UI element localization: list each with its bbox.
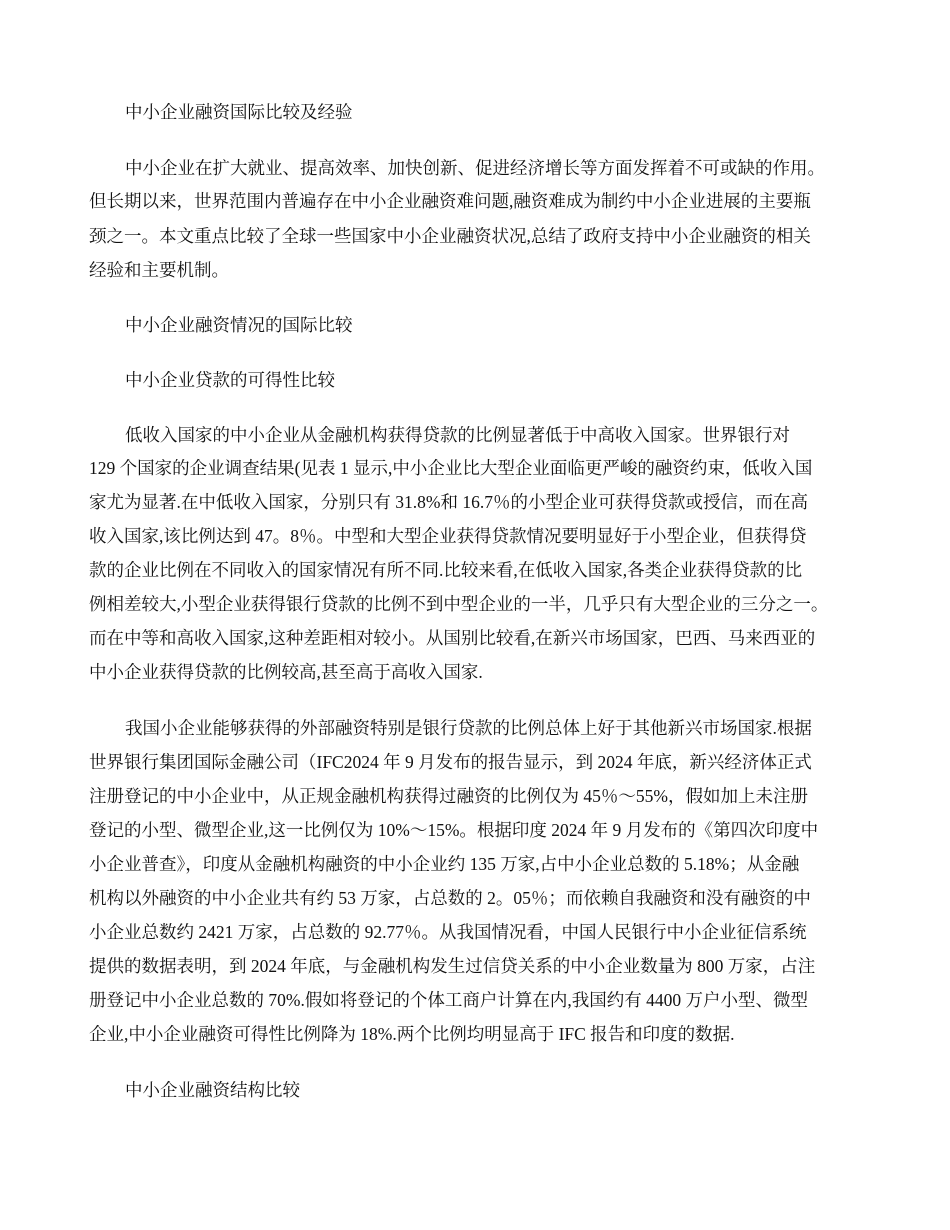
body-paragraph-line: 提供的数据表明，到 2024 年底，与金融机构发生过信贷关系的中小企业数量为 800 万家，占注 bbox=[89, 956, 816, 976]
body-paragraph-line: 中小企业获得贷款的比例较高,甚至高于高收入国家. bbox=[89, 662, 483, 682]
body-paragraph-line: 注册登记的中小企业中，从正规金融机构获得过融资的比例仅为 45％～55%，假如加上未注册 bbox=[89, 786, 808, 806]
document-title: 中小企业融资国际比较及经验 bbox=[125, 102, 353, 122]
subsection-heading: 中小企业贷款的可得性比较 bbox=[125, 370, 335, 390]
body-paragraph-line: 款的企业比例在不同收入的国家情况有所不同.比较来看,在低收入国家,各类企业获得贷款的比 bbox=[89, 560, 803, 580]
body-paragraph-line: 例相差较大,小型企业获得银行贷款的比例不到中型企业的一半，几乎只有大型企业的三分之一。 bbox=[89, 594, 829, 614]
body-paragraph-line: 登记的小型、微型企业,这一比例仅为 10%～15%。根据印度 2024 年 9 月发布的《第四次印度中 bbox=[89, 820, 819, 840]
body-paragraph-line: 而在中等和高收入国家,这种差距相对较小。从国别比较看,在新兴市场国家，巴西、马来西亚的 bbox=[89, 628, 816, 648]
body-paragraph-line: 低收入国家的中小企业从金融机构获得贷款的比例显著低于中高收入国家。世界银行对 bbox=[125, 425, 790, 445]
body-paragraph-line: 企业,中小企业融资可得性比例降为 18%.两个比例均明显高于 IFC 报告和印度的数据. bbox=[89, 1024, 735, 1044]
intro-paragraph-line: 颈之一。本文重点比较了全球一些国家中小企业融资状况,总结了政府支持中小企业融资的相关 bbox=[89, 226, 811, 246]
intro-paragraph-line: 中小企业在扩大就业、提高效率、加快创新、促进经济增长等方面发挥着不可或缺的作用。 bbox=[125, 158, 825, 178]
intro-paragraph-line: 但长期以来，世界范围内普遍存在中小企业融资难问题,融资难成为制约中小企业进展的主要瓶 bbox=[89, 191, 811, 211]
body-paragraph-line: 小企业总数约 2421 万家，占总数的 92.77％。从我国情况看，中国人民银行中小企业征信系统 bbox=[89, 922, 807, 942]
body-paragraph-line: 世界银行集团国际金融公司（IFC2024 年 9 月发布的报告显示，到 2024 年底，新兴经济体正式 bbox=[89, 752, 812, 772]
body-paragraph-line: 册登记中小企业总数的 70%.假如将登记的个体工商户计算在内,我国约有 4400 万户小型、微型 bbox=[89, 990, 808, 1010]
body-paragraph-line: 机构以外融资的中小企业共有约 53 万家，占总数的 2。05％；而依赖自我融资和没有融资的中 bbox=[89, 888, 811, 908]
body-paragraph-line: 129 个国家的企业调查结果(见表 1 显示,中小企业比大型企业面临更严峻的融资约束，低收入国 bbox=[89, 458, 813, 478]
body-paragraph-line: 家尤为显著.在中低收入国家，分别只有 31.8%和 16.7％的小型企业可获得贷款或授信，而在高 bbox=[89, 492, 808, 512]
intro-paragraph-line: 经验和主要机制。 bbox=[89, 260, 229, 280]
body-paragraph-line: 小企业普查》，印度从金融机构融资的中小企业约 135 万家,占中小企业总数的 5.18%；从金融 bbox=[89, 854, 800, 874]
body-paragraph-line: 收入国家,该比例达到 47。8％。中型和大型企业获得贷款情况要明显好于小型企业，但获得贷 bbox=[89, 526, 807, 546]
body-paragraph-line: 我国小企业能够获得的外部融资特别是银行贷款的比例总体上好于其他新兴市场国家.根据 bbox=[125, 718, 812, 738]
section-heading: 中小企业融资情况的国际比较 bbox=[125, 315, 353, 335]
section-heading: 中小企业融资结构比较 bbox=[125, 1080, 300, 1100]
